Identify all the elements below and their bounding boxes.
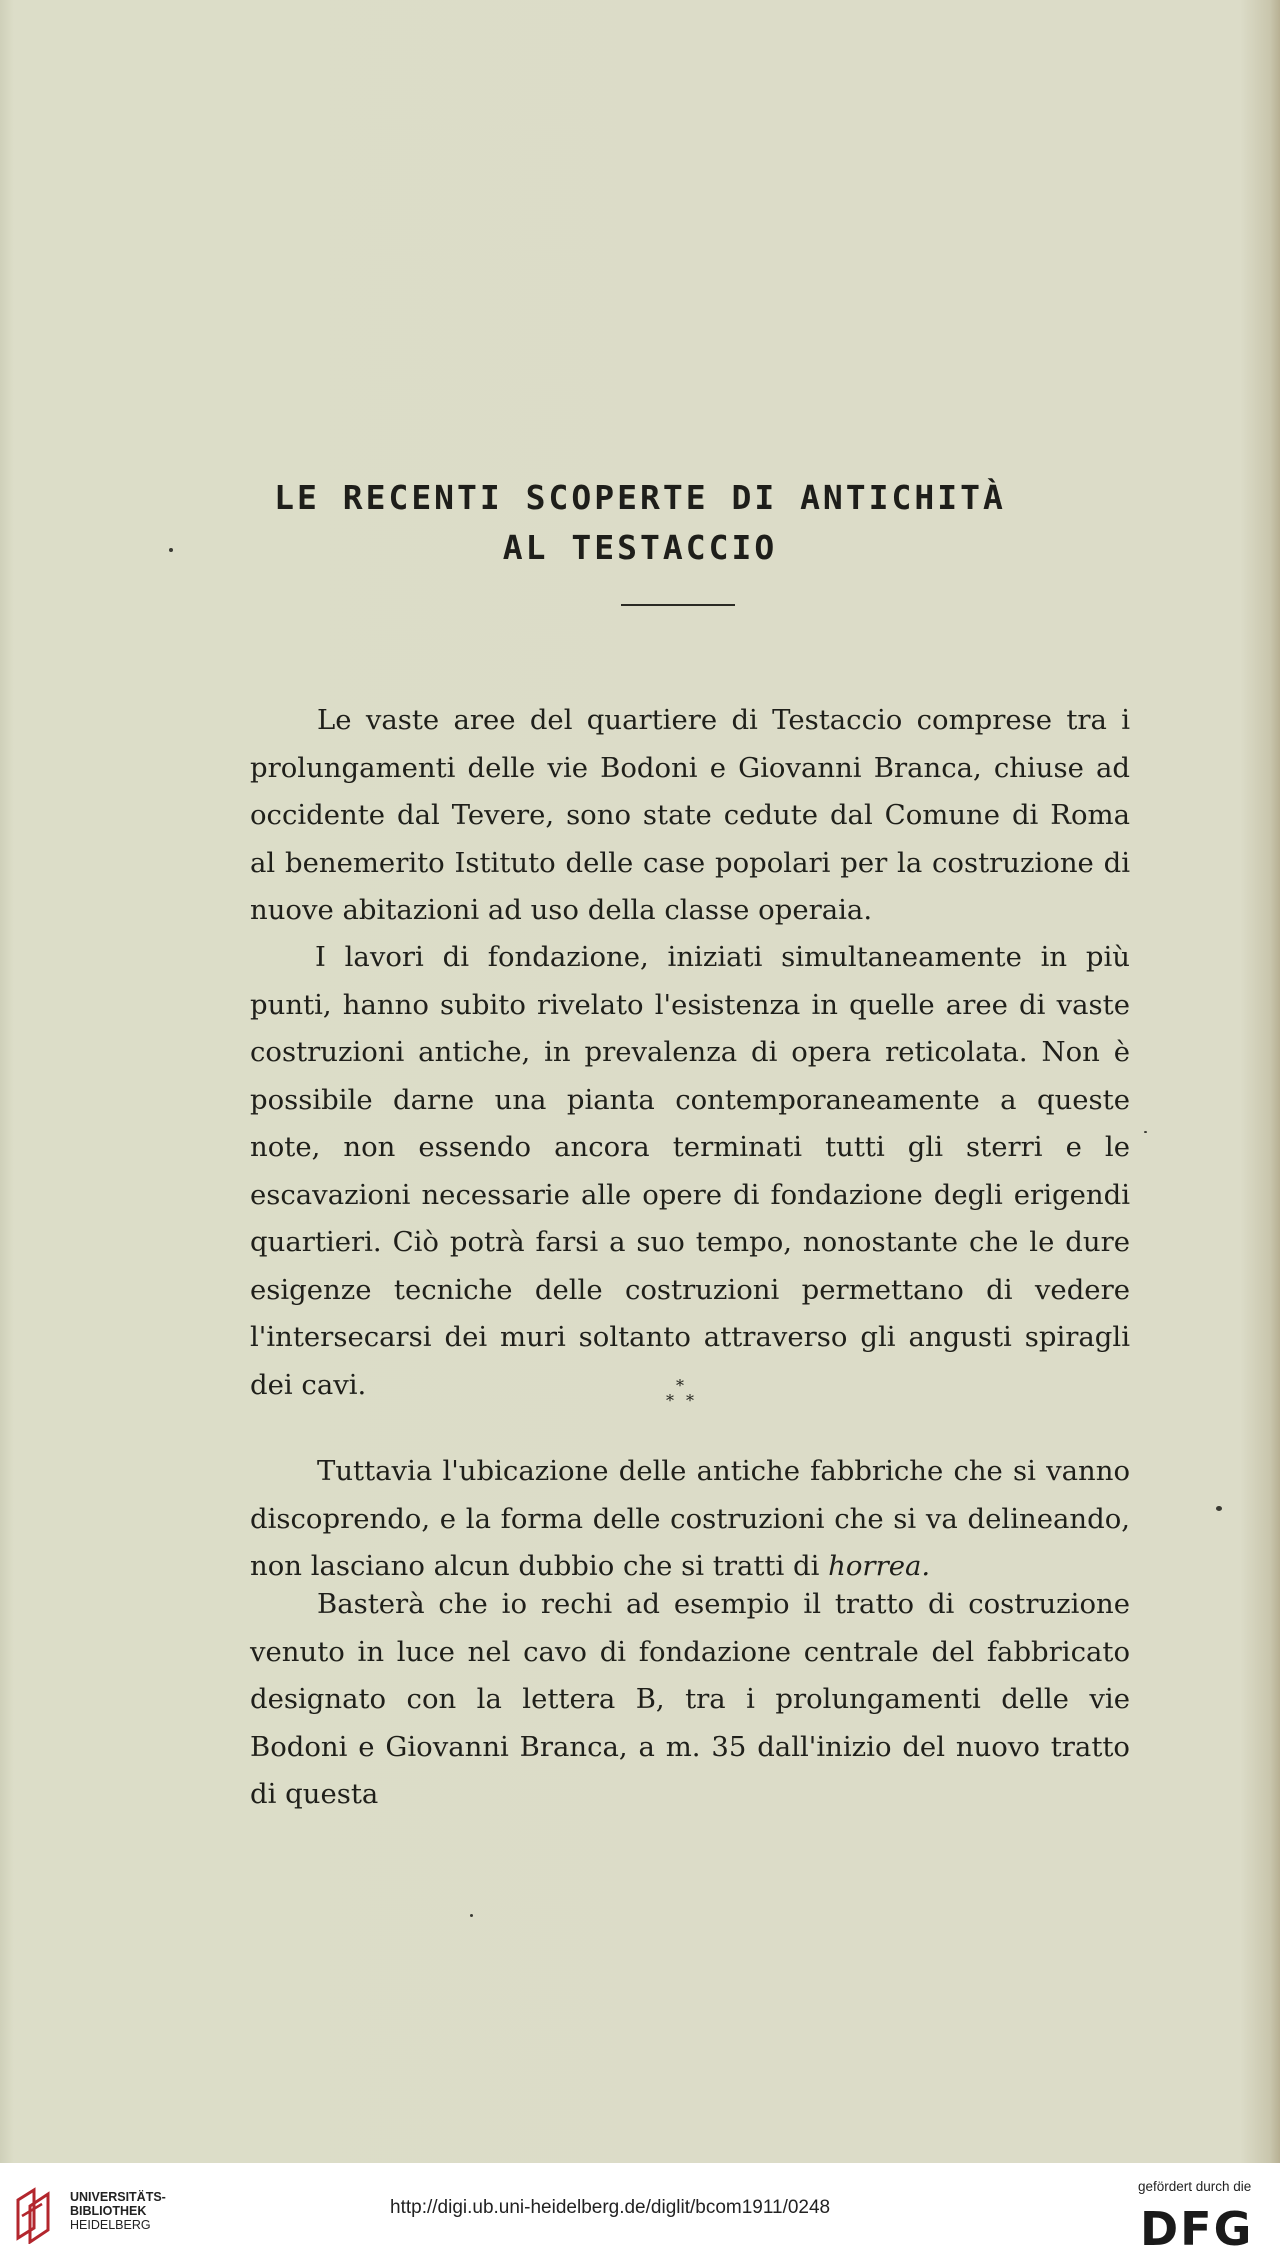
digital-library-link[interactable]: http://digi.ub.uni-heidelberg.de/diglit/bcom1911/0248	[390, 2197, 831, 2218]
library-line2: BIBLIOTHEK	[70, 2204, 147, 2218]
asterism-icon	[660, 1378, 700, 1412]
paragraph-3	[250, 1448, 1130, 1591]
library-line1: UNIVERSITÄTS-	[70, 2190, 166, 2204]
paper-speck	[1216, 1506, 1222, 1511]
article-title-line2: AL TESTACCIO	[502, 528, 778, 567]
paragraph-3-italic: horrea.	[828, 1550, 931, 1582]
paper-speck	[1144, 1131, 1147, 1133]
svg-text:*: *	[676, 1378, 684, 1395]
paper-speck	[169, 548, 173, 552]
article-title-line1: LE RECENTI SCOPERTE DI ANTICHITÀ	[274, 478, 1006, 517]
title-rule	[621, 604, 735, 606]
university-library-name	[70, 2190, 166, 2232]
university-library-logo-icon	[12, 2186, 62, 2244]
svg-text:*: *	[666, 1391, 674, 1410]
section-separator-asterism	[640, 1378, 720, 1414]
paragraph-2: I lavori di fondazione, iniziati simultaneamente in più punti, hanno subito rivelato l'esistenza in quelle aree di vaste costruzioni antiche, in prevalenza di opera reticolata. Non è possibile darne una pianta contemporaneamente a queste note, non essendo ancora terminati tutti gli sterri e le escavazioni necessarie alle opere di fondazione degli erigendi quartieri. Ciò potrà farsi a suo tempo, nonostante che le dure esigenze tecniche delle costruzioni permettano di vedere l'intersecarsi dei muri soltanto attraverso gli angusti spiragli dei cavi.	[250, 941, 1130, 1401]
funding-caption: gefördert durch die	[1138, 2179, 1252, 2194]
paragraph-4: Basterà che io rechi ad esempio il tratto di costruzione venuto in luce nel cavo di fondazione centrale del fabbricato designato con la lettera B, tra i prolungamenti delle vie Bodoni e Giovanni Branca, a m. 35 dall'inizio del nuovo tratto di questa	[250, 1588, 1130, 1810]
paper-speck	[470, 1914, 473, 1917]
library-line3: HEIDELBERG	[70, 2218, 151, 2232]
paragraph-3-text: Tuttavia l'ubicazione delle antiche fabbriche che si vanno discoprendo, e la forma delle costruzioni che si va delineando, non lasciano alcun dubbio che si tratti di	[250, 1455, 1130, 1582]
dfg-logo: DFG	[1140, 2202, 1254, 2256]
svg-text:*: *	[686, 1391, 694, 1410]
paragraph-1: Le vaste aree del quartiere di Testaccio comprese tra i prolungamenti delle vie Bodoni e Giovanni Branca, chiuse ad occidente dal Tevere, sono state cedute dal Comune di Roma al benemerito Istituto delle case popolari per la costruzione di nuove abitazioni ad uso della classe operaia.	[250, 704, 1130, 926]
